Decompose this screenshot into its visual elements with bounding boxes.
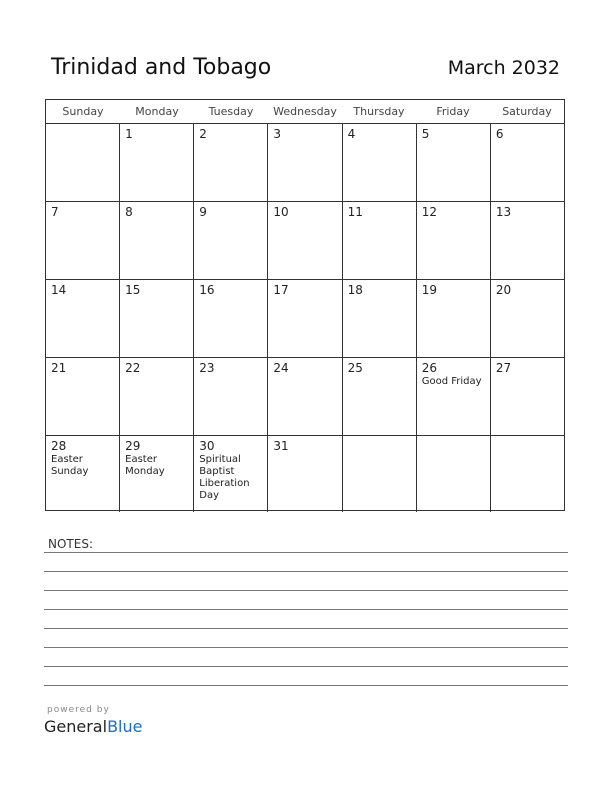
- day-number: 21: [51, 361, 67, 375]
- day-number: 22: [125, 361, 141, 375]
- day-number: 7: [51, 205, 59, 219]
- day-number: 27: [495, 361, 512, 375]
- day-number: 17: [273, 283, 289, 297]
- day-cell: [491, 202, 564, 279]
- day-number: 23: [199, 361, 215, 375]
- weekday-header: Friday: [436, 105, 470, 118]
- notes-line: [44, 685, 568, 686]
- weekday-header: Thursday: [353, 105, 405, 118]
- day-cell: [46, 436, 120, 512]
- day-number: 26: [421, 361, 437, 375]
- country-title: Trinidad and Tobago: [51, 55, 272, 80]
- day-number: 25: [347, 361, 363, 375]
- notes-line: [44, 590, 568, 591]
- day-number: 12: [421, 205, 437, 219]
- notes-line: [44, 666, 568, 667]
- day-cell: [194, 124, 268, 201]
- notes-label: NOTES:: [48, 537, 93, 551]
- day-number: 24: [273, 361, 289, 375]
- month-year-title: March 2032: [447, 57, 560, 79]
- notes-line: [44, 552, 568, 553]
- day-number: 5: [421, 127, 430, 141]
- week-row: [46, 358, 564, 436]
- day-cell: [46, 202, 120, 279]
- day-cell: [268, 358, 342, 435]
- day-cell: [268, 124, 342, 201]
- notes-line: [44, 571, 568, 572]
- day-number: 16: [199, 283, 215, 297]
- day-cell: [417, 124, 491, 201]
- day-number: 8: [125, 205, 133, 219]
- day-cell: [491, 280, 564, 357]
- day-cell: [491, 436, 564, 512]
- notes-line: [44, 628, 568, 629]
- day-cell: [194, 436, 268, 512]
- weekday-header: Saturday: [502, 105, 552, 118]
- day-number: 18: [347, 283, 363, 297]
- day-cell: [491, 358, 564, 435]
- day-cell: [343, 436, 417, 512]
- day-number: 9: [199, 205, 207, 219]
- day-number: 28: [51, 439, 67, 453]
- day-cell: [343, 202, 417, 279]
- day-cell: [417, 358, 491, 435]
- day-cell: [417, 202, 491, 279]
- brand-general: General: [44, 717, 108, 736]
- day-cell: [46, 358, 120, 435]
- day-number: 10: [273, 205, 289, 219]
- day-number: 31: [273, 439, 289, 453]
- day-cell: [46, 124, 120, 201]
- day-cell: [417, 280, 491, 357]
- week-row: [46, 280, 564, 358]
- day-cell: [194, 280, 268, 357]
- weekday-header: Wednesday: [273, 105, 337, 118]
- day-cell: [46, 280, 120, 357]
- holiday-label: Easter Sunday: [51, 454, 89, 477]
- day-cell: [491, 124, 564, 201]
- notes-line: [44, 609, 568, 610]
- holiday-label: Good Friday: [421, 376, 482, 387]
- day-number: 3: [273, 127, 282, 141]
- holiday-label: Easter Monday: [125, 454, 165, 477]
- weekday-header: Monday: [135, 105, 179, 118]
- day-number: 14: [51, 283, 67, 297]
- calendar-grid: [45, 99, 565, 511]
- holiday-label: Spiritual Baptist Liberation Day: [199, 454, 250, 501]
- day-cell: [120, 280, 194, 357]
- day-cell: [120, 436, 194, 512]
- day-number: 20: [495, 283, 512, 297]
- brand-logo: [44, 717, 142, 736]
- day-number: 11: [347, 205, 363, 219]
- powered-by-text: powered by: [47, 705, 110, 715]
- weekday-header: Tuesday: [208, 105, 254, 118]
- day-cell: [268, 280, 342, 357]
- day-cell: [343, 358, 417, 435]
- day-cell: [417, 436, 491, 512]
- day-cell: [120, 202, 194, 279]
- day-number: 19: [421, 283, 437, 297]
- day-cell: [194, 202, 268, 279]
- day-cell: [343, 280, 417, 357]
- day-cell: [120, 124, 194, 201]
- day-number: 29: [125, 439, 141, 453]
- day-cell: [194, 358, 268, 435]
- week-row: [46, 436, 564, 512]
- day-cell: [120, 358, 194, 435]
- day-cell: [268, 436, 342, 512]
- day-number: 30: [199, 439, 215, 453]
- notes-line: [44, 647, 568, 648]
- brand-blue: Blue: [107, 717, 143, 736]
- day-number: 1: [125, 127, 133, 141]
- week-row: [46, 202, 564, 280]
- day-number: 2: [199, 127, 207, 141]
- day-number: 4: [347, 127, 356, 141]
- week-row: [46, 124, 564, 202]
- day-cell: [268, 202, 342, 279]
- day-cell: [343, 124, 417, 201]
- day-number: 6: [495, 127, 504, 141]
- day-number: 15: [125, 283, 141, 297]
- weekday-header: Sunday: [62, 105, 104, 118]
- weekday-header-row: [46, 100, 564, 124]
- day-number: 13: [495, 205, 512, 219]
